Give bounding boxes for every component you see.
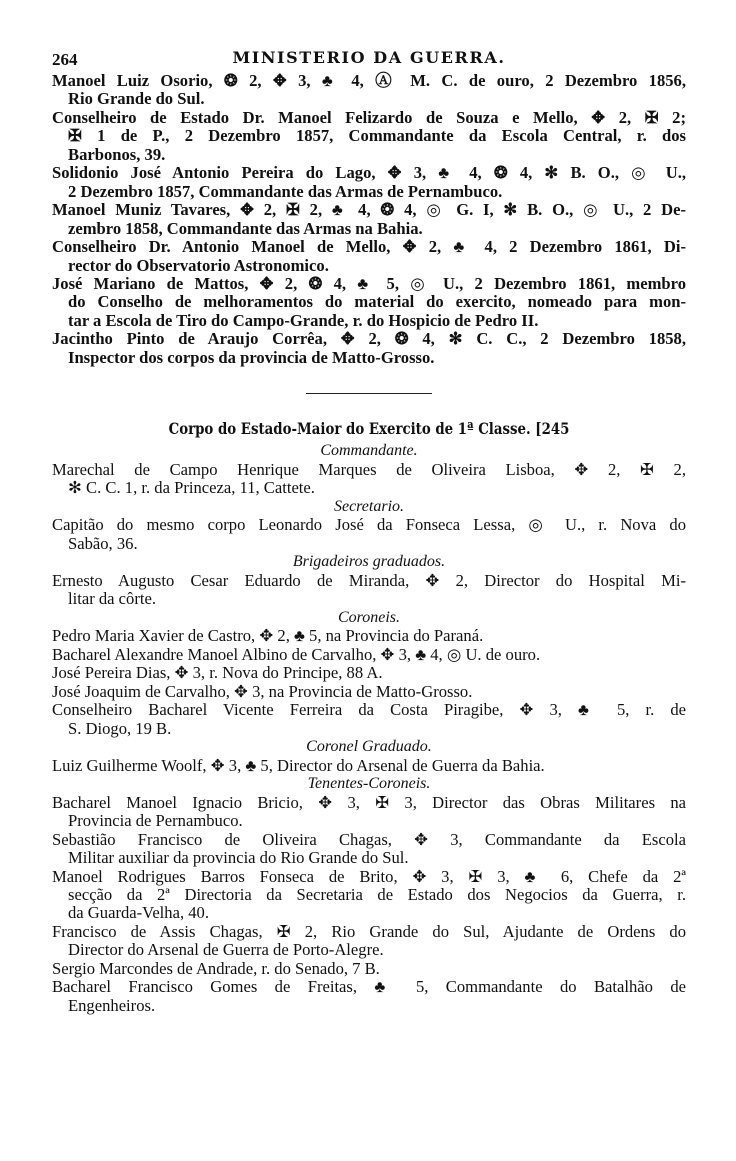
officer-entry (52, 960, 686, 978)
entry-line: José Mariano de Mattos, ✥ 2, ❂ 4, ♣ 5, ◎ U., 2 Dezembro 1861, membro (52, 273, 686, 293)
entry-line: Conselheiro Bacharel Vicente Ferreira da Costa Piragibe, ✥ 3, ♣ 5, r. de (52, 700, 686, 720)
officer-entry (52, 109, 686, 164)
officer-entry (52, 72, 686, 109)
rank-heading: Tenentes-Coroneis. (307, 775, 431, 793)
officer-entry (52, 164, 686, 201)
entry-line: José Joaquim de Carvalho, ✥ 3, na Provincia de Matto-Grosso. (52, 681, 473, 701)
officer-entry (52, 664, 686, 682)
entry-line: Ernesto Augusto Cesar Eduardo de Miranda, ✥ 2, Director do Hospital Mi- (52, 570, 686, 590)
entry-line: Militar auxiliar da provincia do Rio Grande do Sul. (68, 848, 409, 868)
entry-line: Capitão do mesmo corpo Leonardo José da Fonseca Lessa, ◎ U., r. Nova do (52, 515, 686, 535)
rank-heading: Coronel Graduado. (306, 738, 432, 756)
entry-line: Manoel Muniz Tavares, ✥ 2, ✠ 2, ♣ 4, ❂ 4, ◎ G. I, ✻ B. O., ◎ U., 2 De- (52, 200, 686, 220)
entry-line: Manoel Rodrigues Barros Fonseca de Brito, ✥ 3, ✠ 3, ♣ 6, Chefe da 2ª (52, 866, 686, 886)
entry-line: Sergio Marcondes de Andrade, r. do Senado, 7 B. (52, 958, 380, 978)
officer-entry (52, 683, 686, 701)
entry-line: S. Diogo, 19 B. (68, 718, 172, 738)
entry-line: do Conselho de melhoramentos do material do exercito, nomeado para mon- (68, 292, 686, 312)
officer-entry (52, 572, 686, 609)
officer-entry (52, 330, 686, 367)
entry-line: Luiz Guilherme Woolf, ✥ 3, ♣ 5, Director do Arsenal de Guerra da Bahia. (52, 755, 545, 775)
entry-line: Conselheiro de Estado Dr. Manoel Felizardo de Souza e Mello, ✥ 2, ✠ 2; (52, 107, 686, 127)
rank-section (52, 442, 686, 498)
page-number: 264 (52, 50, 78, 69)
entry-line: ✠ 1 de P., 2 Dezembro 1857, Commandante da Escola Central, r. dos (68, 126, 686, 146)
entry-line: Marechal de Campo Henrique Marques de Oliveira Lisboa, ✥ 2, ✠ 2, (52, 459, 686, 479)
officer-entry (52, 978, 686, 1015)
entry-line: Barbonos, 39. (68, 144, 166, 164)
officer-entry (52, 201, 686, 238)
officer-entry (52, 794, 686, 831)
entry-line: Inspector dos corpos da provincia de Matto-Grosso. (68, 347, 435, 367)
officer-entry (52, 868, 686, 923)
rank-section (52, 553, 686, 609)
entry-line: ✻ C. C. 1, r. da Princeza, 11, Cattete. (68, 478, 315, 498)
rank-section (52, 498, 686, 554)
entry-line: Bacharel Manoel Ignacio Bricio, ✥ 3, ✠ 3, Director das Obras Militares na (52, 792, 686, 812)
officer-entry (52, 627, 686, 645)
entry-line: José Pereira Dias, ✥ 3, r. Nova do Principe, 88 A. (52, 663, 383, 683)
rank-section (52, 775, 686, 1015)
entry-line: Provincia de Pernambuco. (68, 811, 243, 831)
officer-entry (52, 238, 686, 275)
section-divider (306, 393, 432, 394)
entry-line: Conselheiro Dr. Antonio Manoel de Mello, ✥ 2, ♣ 4, 2 Dezembro 1861, Di- (52, 237, 686, 257)
section-title: Corpo do Estado-Maior do Exercito de 1ª Classe. [245 (168, 419, 570, 439)
officer-list-top (52, 72, 686, 367)
entry-line: Director do Arsenal de Guerra de Porto-Alegre. (68, 940, 384, 960)
entry-line: tar a Escola de Tiro do Campo-Grande, r. do Hospicio de Pedro II. (68, 310, 539, 330)
entry-line: Rio Grande do Sul. (68, 89, 205, 109)
officer-entry (52, 831, 686, 868)
entry-line: 2 Dezembro 1857, Commandante das Armas de Pernambuco. (68, 181, 503, 201)
rank-section (52, 609, 686, 738)
entry-line: Manoel Luiz Osorio, ❂ 2, ✥ 3, ♣ 4, Ⓐ M. C. de ouro, 2 Dezembro 1856, (52, 71, 686, 90)
entry-line: Pedro Maria Xavier de Castro, ✥ 2, ♣ 5, na Provincia do Paraná. (52, 626, 484, 646)
entry-line: Engenheiros. (68, 995, 156, 1015)
running-title: MINISTERIO DA GUERRA. (232, 48, 506, 67)
entry-line: Jacintho Pinto de Araujo Corrêa, ✥ 2, ❂ 4, ✻ C. C., 2 Dezembro 1858, (52, 329, 686, 349)
document-page (52, 46, 686, 1015)
entry-line: Francisco de Assis Chagas, ✠ 2, Rio Grande do Sul, Ajudante de Ordens do (52, 921, 686, 941)
rank-heading: Commandante. (320, 442, 418, 460)
staff-sections (52, 442, 686, 1015)
entry-line: rector do Observatorio Astronomico. (68, 255, 329, 275)
officer-entry (52, 461, 686, 498)
entry-line: da Guarda-Velha, 40. (68, 903, 209, 923)
entry-line: zembro 1858, Commandante das Armas na Bahia. (68, 218, 423, 238)
entry-line: litar da côrte. (68, 589, 156, 609)
entry-line: Sebastião Francisco de Oliveira Chagas, ✥ 3, Commandante da Escola (52, 829, 686, 849)
officer-entry (52, 646, 686, 664)
rank-section (52, 738, 686, 775)
entry-line: Bacharel Francisco Gomes de Freitas, ♣ 5, Commandante do Batalhão de (52, 977, 686, 997)
rank-heading: Brigadeiros graduados. (292, 553, 446, 571)
officer-entry (52, 923, 686, 960)
entry-line: Solidonio José Antonio Pereira do Lago, ✥ 3, ♣ 4, ❂ 4, ✻ B. O., ◎ U., (52, 163, 686, 183)
officer-entry (52, 701, 686, 738)
officer-entry (52, 516, 686, 553)
officer-entry (52, 757, 686, 775)
rank-heading: Coroneis. (337, 608, 401, 626)
entry-line: Sabão, 36. (68, 533, 138, 553)
officer-entry (52, 275, 686, 330)
entry-line: secção da 2ª Directoria da Secretaria de Estado dos Negocios da Guerra, r. (68, 884, 686, 904)
entry-line: Bacharel Alexandre Manoel Albino de Carvalho, ✥ 3, ♣ 4, ◎ U. de ouro. (52, 644, 541, 664)
rank-heading: Secretario. (333, 497, 405, 515)
page-header (52, 46, 686, 72)
